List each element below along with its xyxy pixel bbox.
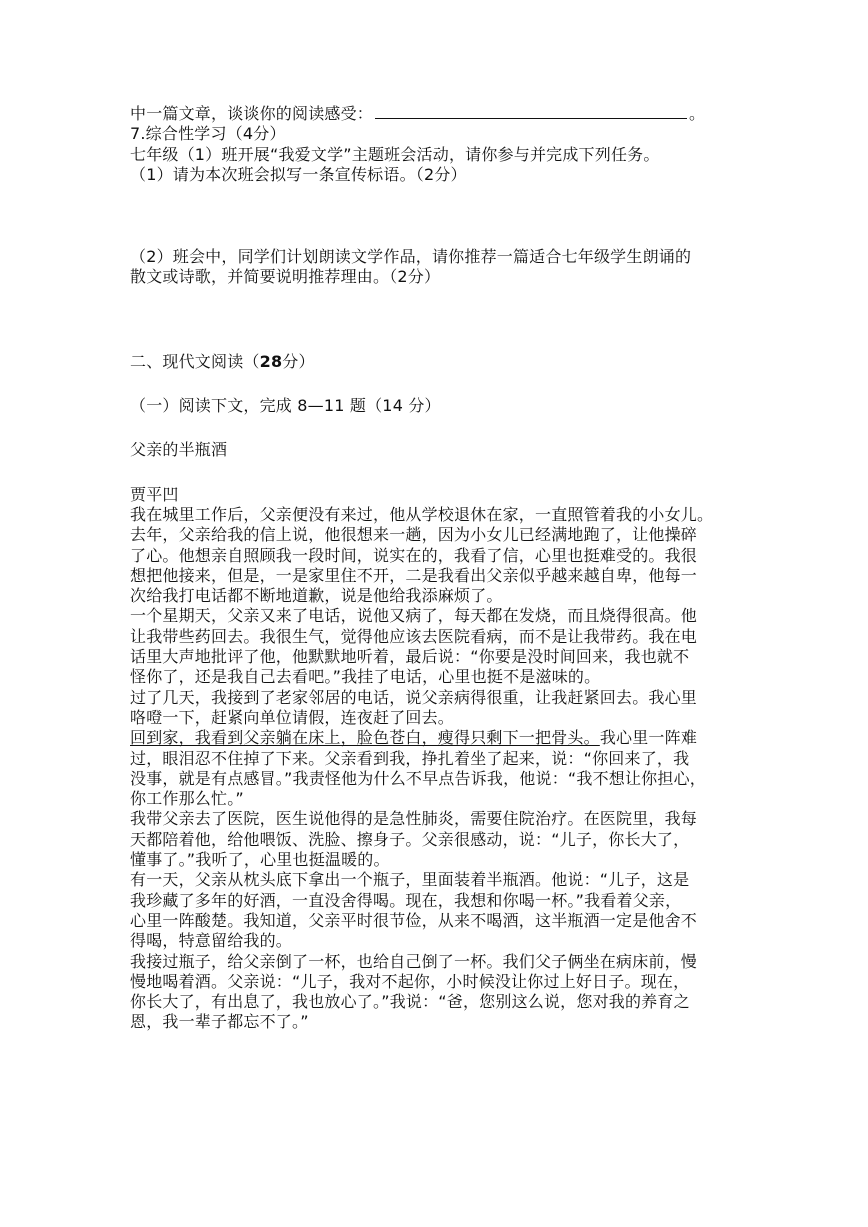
text-line: 你工作那么忙。” — [130, 789, 244, 809]
question-7-task-2-line-1: （2）班会中，同学们计划朗读文学作品，请你推荐一篇适合七年级学生朗诵的 — [130, 247, 692, 267]
question-7-title: 7.综合性学习（4分） — [130, 124, 286, 144]
text-line: 次给我打电话都不断地道歉，说是他给我添麻烦了。 — [130, 586, 503, 606]
question-7-lead: 七年级（1）班开展“我爱文学”主题班会活动，请你参与并完成下列任务。 — [130, 144, 660, 164]
article-paragraph-6 — [130, 870, 742, 951]
text-line: 慢地喝着酒。父亲说：“儿子，我对不起你，小时候没让你过上好日子。现在， — [130, 971, 690, 991]
question-7-task-1: （1）请为本次班会拟写一条宣传标语。（2分） — [130, 164, 467, 184]
text-line: 我珍藏了多年的好酒，一直没舍得喝。现在，我想和你喝一杯。”我看着父亲， — [130, 890, 682, 910]
text-line: 我在城里工作后，父亲便没有来过，他从学校退休在家，一直照管着我的小女儿。 — [130, 504, 714, 524]
article-paragraph-4 — [130, 728, 742, 809]
answer-blank[interactable] — [375, 104, 687, 119]
text-line: 天都陪着他，给他喂饭、洗脸、擦身子。父亲很感动，说：“儿子，你长大了， — [130, 829, 690, 849]
section-title-suffix: 分） — [282, 351, 315, 371]
article-paragraph-7 — [130, 952, 742, 1033]
text-line — [130, 728, 742, 748]
text-line: 想把他接来，但是，一是家里住不开，二是我看出父亲似乎越来越自卑，他每一 — [130, 565, 698, 585]
text-line: 恩，我一辈子都忘不了。” — [130, 1012, 309, 1032]
subsection-1-title: （一）阅读下文，完成 8—11 题（14 分） — [130, 396, 441, 416]
article-paragraph-5 — [130, 809, 742, 870]
article-paragraph-2 — [130, 606, 742, 687]
section-2-title — [130, 352, 742, 372]
text-line: 得喝，特意留给我的。 — [130, 931, 293, 951]
text-line: 过了几天，我接到了老家邻居的电话，说父亲病得很重，让我赶紧回去。我心里 — [130, 687, 698, 707]
prompt-end: 。 — [689, 104, 706, 123]
text-line: 话里大声地批评了他，他默默地听着，最后说：“你要是没时间回来，我也就不 — [130, 647, 690, 667]
article-title: 父亲的半瓶酒 — [130, 440, 228, 460]
text-line: 怪你了，还是我自己去看吧。”我挂了电话，心里也挺不是滋味的。 — [130, 667, 601, 687]
question-7-task-2-line-2: 散文或诗歌，并简要说明推荐理由。（2分） — [130, 267, 441, 287]
answer-space-task-2[interactable] — [130, 288, 742, 352]
text-line: 去年，父亲给我的信上说，他很想来一趟，因为小女儿已经满地跑了，让他操碎 — [130, 525, 698, 545]
article-paragraph-3 — [130, 688, 742, 729]
text-line: 懂事了。”我听了，心里也挺温暖的。 — [130, 850, 390, 870]
text-line: 让我带些药回去。我很生气，觉得他应该去医院看病，而不是让我带药。我在电 — [130, 626, 698, 646]
text-line: 一个星期天，父亲又来了电话，说他又病了，每天都在发烧，而且烧得很高。他 — [130, 606, 698, 626]
text-line: 我接过瓶子，给父亲倒了一杯，也给自己倒了一杯。我们父子俩坐在病床前，慢 — [130, 951, 698, 971]
document-page — [130, 104, 742, 1033]
text-line: 我带父亲去了医院，医生说他得的是急性肺炎，需要住院治疗。在医院里，我每 — [130, 809, 698, 829]
section-title-prefix: 二、现代文阅读（ — [130, 351, 260, 371]
prompt-text: 中一篇文章，谈谈你的阅读感受： — [130, 104, 374, 123]
text-line: 了心。他想亲自照顾我一段时间，说实在的，我看了信，心里也挺难受的。我很 — [130, 545, 698, 565]
text-fragment: 我心里一阵难 — [599, 728, 698, 748]
text-line: 过，眼泪忍不住掉了下来。父亲看到我，挣扎着坐了起来，说：“你回来了，我 — [130, 748, 690, 768]
text-line: 你长大了，有出息了，我也放心了。”我说：“爸，您别这么说，您对我的养育之 — [130, 992, 690, 1012]
text-line: 有一天，父亲从枕头底下拿出一个瓶子，里面装着半瓶酒。他说：“儿子，这是 — [130, 870, 690, 890]
underlined-sentence: 回到家，我看到父亲躺在床上，脸色苍白，瘦得只剩下一把骨头。 — [130, 728, 600, 748]
text-line: 没事，就是有点感冒。”我责怪他为什么不早点告诉我，他说：“我不想让你担心， — [130, 768, 706, 788]
reading-feeling-prompt — [130, 104, 742, 124]
text-line: 心里一阵酸楚。我知道，父亲平时很节俭，从来不喝酒，这半瓶酒一定是他舍不 — [130, 910, 698, 930]
article-paragraph-1 — [130, 505, 742, 606]
answer-space-task-1[interactable] — [130, 185, 742, 247]
article-author: 贾平凹 — [130, 484, 179, 504]
section-score: 28 — [259, 351, 283, 371]
text-line: 咯噔一下，赶紧向单位请假，连夜赶了回去。 — [130, 707, 455, 727]
